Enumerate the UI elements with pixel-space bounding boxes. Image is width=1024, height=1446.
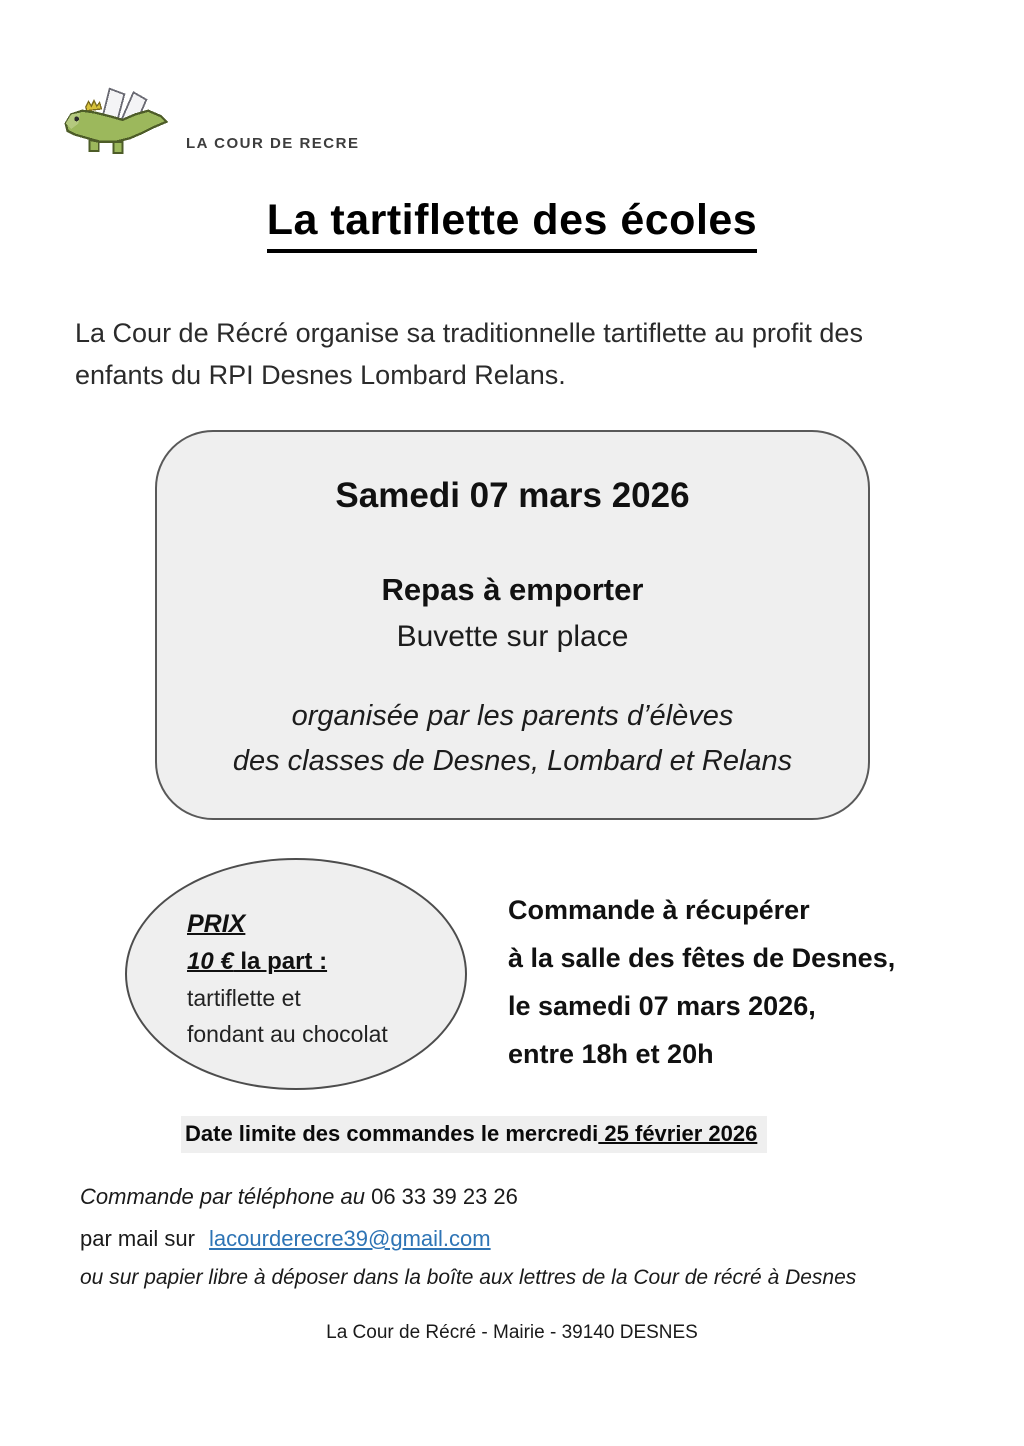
page-title: La tartiflette des écoles xyxy=(267,196,757,253)
price-item-fondant: fondant au chocolat xyxy=(187,1021,388,1047)
event-meal-type: Repas à emporter xyxy=(381,572,644,607)
intro-paragraph: La Cour de Récré organise sa traditionnelle tartiflette au profit des enfants du RPI Desnes Lombard Relans. xyxy=(75,318,863,390)
price-amount: 10 € xyxy=(187,948,234,975)
price-item-tartiflette: tartiflette et xyxy=(187,985,301,1011)
phone-number: 06 33 39 23 26 xyxy=(371,1184,518,1209)
deadline-banner xyxy=(181,1116,767,1153)
event-buvette: Buvette sur place xyxy=(396,620,629,653)
price-ellipse xyxy=(125,858,467,1090)
contact-paper-line: ou sur papier libre à déposer dans la boîte aux lettres de la Cour de récré à Desnes xyxy=(80,1266,857,1289)
price-heading: PRIX xyxy=(187,910,246,938)
event-organizers-line2: des classes de Desnes, Lombard et Relans xyxy=(232,745,793,777)
logo-text: LA COUR DE RECRE xyxy=(186,135,360,152)
event-date: Samedi 07 mars 2026 xyxy=(335,476,690,515)
deadline-prefix: Date limite des commandes le mercredi xyxy=(185,1121,599,1146)
deadline-date: 25 février 2026 xyxy=(598,1121,758,1146)
dragon-logo-icon xyxy=(62,84,172,164)
phone-label: Commande par téléphone au xyxy=(80,1184,372,1209)
pickup-info xyxy=(508,886,895,1078)
pickup-line3: le samedi 07 mars 2026, xyxy=(508,991,816,1021)
price-amount-suffix: la part : xyxy=(233,948,328,975)
pickup-line2: à la salle des fêtes de Desnes, xyxy=(508,943,896,973)
price-line xyxy=(187,948,465,976)
event-organizers-line1: organisée par les parents d’élèves xyxy=(291,700,734,732)
email-link[interactable]: lacourderecre39@gmail.com xyxy=(209,1226,491,1251)
mail-label: par mail sur xyxy=(80,1226,202,1251)
footer-address: La Cour de Récré - Mairie - 39140 DESNES xyxy=(326,1322,698,1343)
event-box xyxy=(155,430,870,820)
pickup-line1: Commande à récupérer xyxy=(508,895,810,925)
pickup-line4: entre 18h et 20h xyxy=(508,1039,714,1069)
contact-phone-line xyxy=(80,1184,518,1210)
contact-mail-line xyxy=(80,1226,491,1252)
logo xyxy=(62,84,359,164)
